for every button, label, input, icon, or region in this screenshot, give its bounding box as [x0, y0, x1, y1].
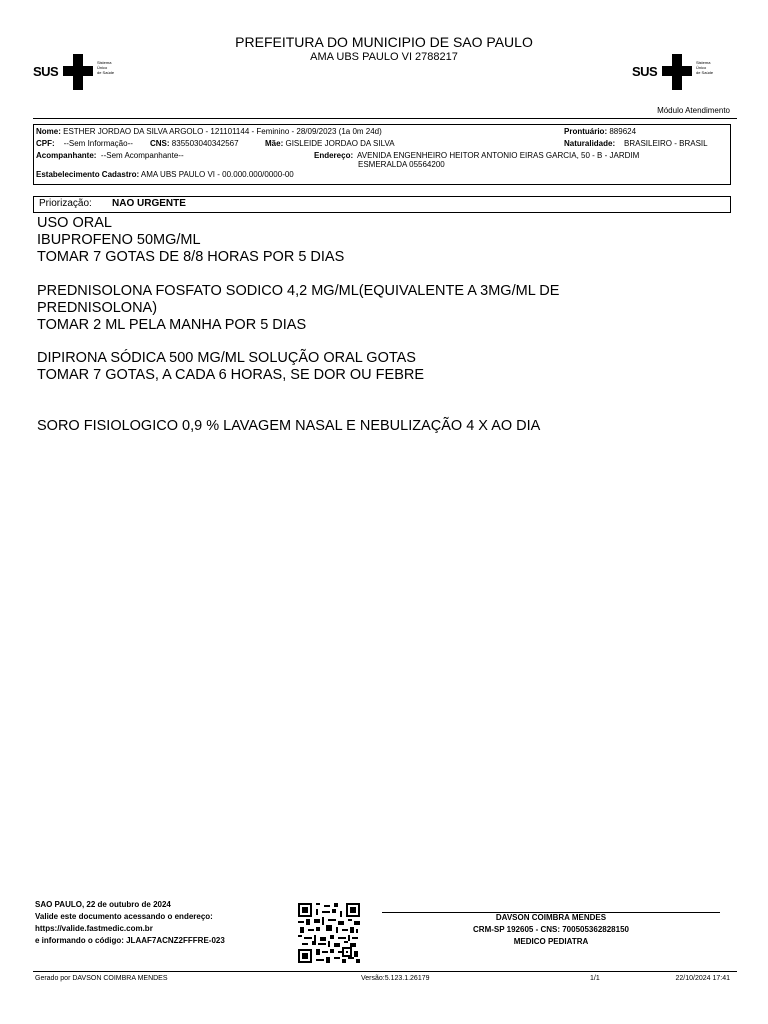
- page-number: 1/1: [590, 975, 600, 982]
- rx-line: USO ORAL: [37, 215, 112, 231]
- sus-logo-text: SUS: [632, 64, 658, 79]
- patient-companion: Acompanhante: --Sem Acompanhante--: [36, 151, 184, 160]
- patient-naturalidade: Naturalidade: BRASILEIRO - BRASIL: [564, 139, 708, 148]
- priority-box: [33, 196, 731, 213]
- qr-code-icon: [298, 903, 360, 963]
- footer-validate-code: e informando o código: JLAAF7ACNZ2FFFRE-023: [35, 936, 225, 945]
- footer-validate-text: Valide este documento acessando o endereço:: [35, 912, 213, 921]
- cross-icon: [662, 54, 692, 90]
- patient-name: Nome: ESTHER JORDAO DA SILVA ARGOLO - 121101144 - Feminino - 28/09/2023 (1a 0m 24d): [36, 127, 382, 136]
- patient-establishment: Estabelecimento Cadastro: AMA UBS PAULO VI - 00.000.000/0000-00: [36, 170, 294, 179]
- header-divider: [33, 118, 737, 119]
- header-subtitle: AMA UBS PAULO VI 2788217: [310, 51, 458, 63]
- patient-address: AVENIDA ENGENHEIRO HEITOR ANTONIO EIRAS GARCIA, 50 - B - JARDIM ESMERALDA 05564200: [357, 151, 640, 169]
- rx-line: TOMAR 2 ML PELA MANHA POR 5 DIAS: [37, 317, 307, 333]
- rx-line: TOMAR 7 GOTAS, A CADA 6 HORAS, SE DOR OU FEBRE: [37, 367, 425, 383]
- doctor-name: DAVSON COIMBRA MENDES: [495, 913, 607, 922]
- sus-logo-right: [632, 52, 742, 92]
- sus-logo-left: [33, 52, 143, 92]
- patient-info-box: [33, 124, 731, 185]
- patient-prontuario: Prontuário: 889624: [564, 127, 637, 136]
- version-label: Versão:5.123.1.26179: [361, 975, 430, 982]
- priority-label: Priorização:: [39, 198, 92, 209]
- priority-value: NAO URGENTE: [112, 198, 186, 209]
- footer-validate-url[interactable]: https://valide.fastmedic.com.br: [35, 924, 153, 933]
- module-label: Módulo Atendimento: [657, 106, 730, 115]
- patient-mother: Mãe: GISLEIDE JORDAO DA SILVA: [265, 139, 395, 148]
- rx-line: PREDNISOLONA FOSFATO SODICO 4,2 MG/ML(EQUIVALENTE A 3MG/ML DE: [37, 283, 560, 299]
- rx-line: PREDNISOLONA): [37, 300, 158, 316]
- patient-cpf: CPF: --Sem Informação--: [36, 139, 133, 148]
- rx-line: SORO FISIOLOGICO 0,9 % LAVAGEM NASAL E NEBULIZAÇÃO 4 X AO DIA: [37, 418, 541, 434]
- doctor-crm: CRM-SP 192605 - CNS: 700505362828150: [473, 925, 629, 934]
- doctor-specialty: MEDICO PEDIATRA: [513, 937, 589, 946]
- rx-line: IBUPROFENO 50MG/ML: [37, 232, 201, 248]
- generated-timestamp: 22/10/2024 17:41: [675, 975, 730, 982]
- rx-line: TOMAR 7 GOTAS DE 8/8 HORAS POR 5 DIAS: [37, 249, 345, 265]
- sus-logo-caption: Sistema Único de Saúde: [696, 60, 714, 75]
- footer-date: SAO PAULO, 22 de outubro de 2024: [35, 900, 171, 909]
- sus-logo-caption: Sistema Único de Saúde: [97, 60, 115, 75]
- rx-line: DIPIRONA SÓDICA 500 MG/ML SOLUÇÃO ORAL GOTAS: [37, 350, 416, 366]
- generated-by: Gerado por DAVSON COIMBRA MENDES: [35, 975, 168, 982]
- patient-cns: CNS: 835503040342567: [150, 139, 239, 148]
- header-title: PREFEITURA DO MUNICIPIO DE SAO PAULO: [235, 34, 533, 50]
- sus-logo-text: SUS: [33, 64, 59, 79]
- cross-icon: [63, 54, 93, 90]
- patient-address-label: Endereço:: [314, 151, 354, 160]
- footer-divider: [33, 971, 737, 972]
